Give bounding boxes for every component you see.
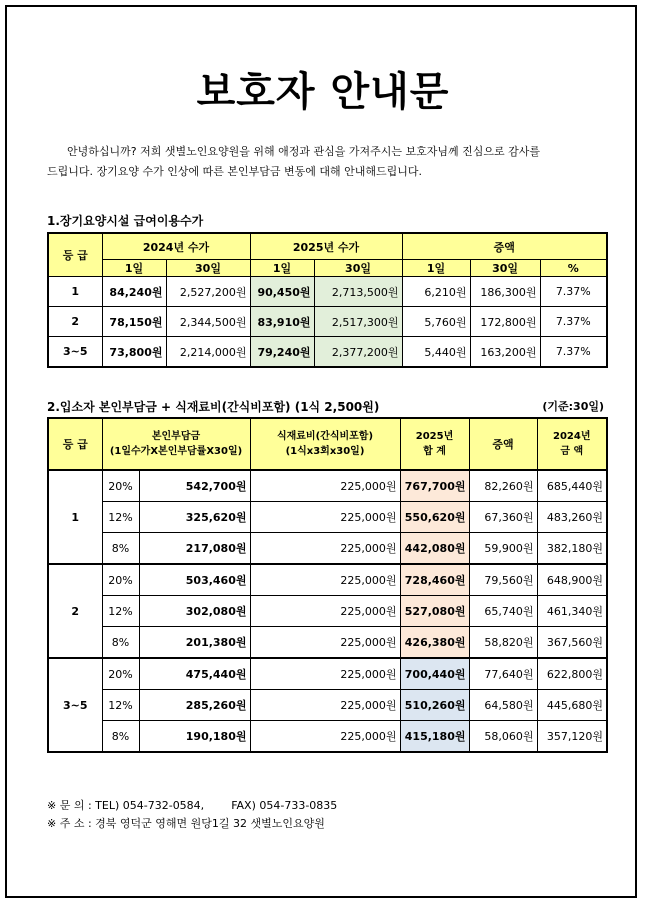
col-2024: 2024년 수가 xyxy=(102,233,250,260)
copay-cell: 542,700원 xyxy=(139,470,250,502)
col-2025-month: 30일 xyxy=(314,260,402,277)
increase-cell: 82,260원 xyxy=(469,470,537,502)
inc-month: 172,800원 xyxy=(470,307,540,337)
col-2025: 2025년 수가 xyxy=(250,233,402,260)
footer-contact xyxy=(47,797,337,833)
total-cell: 510,260원 xyxy=(400,690,469,721)
fee-2025-day: 79,240원 xyxy=(250,337,314,368)
total-cell: 728,460원 xyxy=(400,564,469,596)
intro-paragraph xyxy=(47,142,607,182)
address-label: ※ 주 소 : xyxy=(47,817,92,830)
copay-cell: 503,460원 xyxy=(139,564,250,596)
rate-cell: 20% xyxy=(102,564,139,596)
increase-cell: 58,820원 xyxy=(469,627,537,659)
table-row xyxy=(48,470,607,502)
table-row xyxy=(48,658,607,690)
copay-cell: 325,620원 xyxy=(139,502,250,533)
fee-2025-month: 2,377,200원 xyxy=(314,337,402,368)
contact-tel: TEL) 054-732-0584, xyxy=(95,799,205,812)
copay-cell: 302,080원 xyxy=(139,596,250,627)
table-row xyxy=(48,337,607,368)
table-row xyxy=(48,690,607,721)
fee-2024-day: 78,150원 xyxy=(102,307,166,337)
meal-cell: 225,000원 xyxy=(250,502,400,533)
section2-basis: (기준:30일) xyxy=(542,400,604,413)
col-meal xyxy=(250,418,400,470)
meal-cell: 225,000원 xyxy=(250,533,400,565)
total-cell: 442,080원 xyxy=(400,533,469,565)
increase-cell: 67,360원 xyxy=(469,502,537,533)
table-row xyxy=(48,307,607,337)
prev-amount-cell: 483,260원 xyxy=(537,502,607,533)
meal-cell: 225,000원 xyxy=(250,470,400,502)
prev-amount-cell: 367,560원 xyxy=(537,627,607,659)
col-meal-label: 식재료비(간식비포함) xyxy=(276,431,374,442)
table-row xyxy=(48,533,607,565)
meal-cell: 225,000원 xyxy=(250,721,400,753)
meal-cell: 225,000원 xyxy=(250,627,400,659)
fee-2025-month: 2,713,500원 xyxy=(314,277,402,307)
inc-pct: 7.37% xyxy=(540,307,607,337)
increase-cell: 79,560원 xyxy=(469,564,537,596)
col-copay xyxy=(102,418,250,470)
col-amount-2024 xyxy=(537,418,607,470)
col-inc-month: 30일 xyxy=(470,260,540,277)
grade-cell: 3~5 xyxy=(48,337,102,368)
prev-amount-cell: 685,440원 xyxy=(537,470,607,502)
table-row xyxy=(48,502,607,533)
address-text: 경북 영덕군 영해면 원당1길 32 샛별노인요양원 xyxy=(95,817,325,830)
rate-cell: 8% xyxy=(102,721,139,753)
increase-cell: 64,580원 xyxy=(469,690,537,721)
col-total-2025 xyxy=(400,418,469,470)
increase-cell: 77,640원 xyxy=(469,658,537,690)
grade-cell: 1 xyxy=(48,470,102,564)
section1-title: 1.장기요양시설 급여이용수가 xyxy=(47,214,204,228)
fee-2025-month: 2,517,300원 xyxy=(314,307,402,337)
increase-cell: 58,060원 xyxy=(469,721,537,753)
fee-2025-day: 90,450원 xyxy=(250,277,314,307)
rate-cell: 12% xyxy=(102,502,139,533)
meal-cell: 225,000원 xyxy=(250,596,400,627)
rate-cell: 20% xyxy=(102,658,139,690)
rate-cell: 12% xyxy=(102,596,139,627)
prev-amount-cell: 445,680원 xyxy=(537,690,607,721)
fee-2024-day: 84,240원 xyxy=(102,277,166,307)
prev-amount-cell: 648,900원 xyxy=(537,564,607,596)
intro-line-1: 안녕하십니까? 저희 샛별노인요양원을 위해 애정과 관심을 가져주시는 보호자님께 진심으로 감사를 xyxy=(67,145,540,158)
fee-2024-month: 2,214,000원 xyxy=(166,337,250,368)
col-amount-2024-label: 금 액 xyxy=(560,446,584,457)
prev-amount-cell: 622,800원 xyxy=(537,658,607,690)
col-total-2025-label: 합 계 xyxy=(423,446,446,457)
col-inc-day: 1일 xyxy=(402,260,470,277)
copay-table xyxy=(47,417,608,753)
col-copay-label: 본인부담금 xyxy=(151,431,201,442)
meal-cell: 225,000원 xyxy=(250,658,400,690)
total-cell: 426,380원 xyxy=(400,627,469,659)
prev-amount-cell: 461,340원 xyxy=(537,596,607,627)
rate-cell: 8% xyxy=(102,533,139,565)
table-row xyxy=(48,627,607,659)
fee-2024-month: 2,527,200원 xyxy=(166,277,250,307)
inc-day: 5,760원 xyxy=(402,307,470,337)
grade-cell: 2 xyxy=(48,307,102,337)
grade-cell: 3~5 xyxy=(48,658,102,752)
prev-amount-cell: 357,120원 xyxy=(537,721,607,753)
col-total-2025-year: 2025년 xyxy=(415,431,454,442)
increase-cell: 59,900원 xyxy=(469,533,537,565)
fee-table xyxy=(47,232,608,368)
fee-2024-month: 2,344,500원 xyxy=(166,307,250,337)
page-title: 보호자 안내문 xyxy=(196,69,450,115)
col-grade: 등 급 xyxy=(48,418,102,470)
col-2024-month: 30일 xyxy=(166,260,250,277)
col-increase: 증액 xyxy=(402,233,607,260)
col-2025-day: 1일 xyxy=(250,260,314,277)
contact-fax: FAX) 054-733-0835 xyxy=(231,799,338,812)
col-grade: 등 급 xyxy=(48,233,102,277)
table-row xyxy=(48,277,607,307)
total-cell: 550,620원 xyxy=(400,502,469,533)
col-inc-pct: % xyxy=(540,260,607,277)
rate-cell: 8% xyxy=(102,627,139,659)
inc-day: 6,210원 xyxy=(402,277,470,307)
col-2024-day: 1일 xyxy=(102,260,166,277)
grade-cell: 2 xyxy=(48,564,102,658)
total-cell: 527,080원 xyxy=(400,596,469,627)
table-row xyxy=(48,564,607,596)
grade-cell: 1 xyxy=(48,277,102,307)
rate-cell: 20% xyxy=(102,470,139,502)
total-cell: 415,180원 xyxy=(400,721,469,753)
col-meal-sub: (1식x3회x30일) xyxy=(285,446,365,457)
total-cell: 767,700원 xyxy=(400,470,469,502)
prev-amount-cell: 382,180원 xyxy=(537,533,607,565)
col-amount-2024-year: 2024년 xyxy=(553,431,591,442)
copay-cell: 285,260원 xyxy=(139,690,250,721)
meal-cell: 225,000원 xyxy=(250,690,400,721)
col-copay-sub: (1일수가X본인부담률X30일) xyxy=(109,446,243,457)
inc-month: 163,200원 xyxy=(470,337,540,368)
inc-day: 5,440원 xyxy=(402,337,470,368)
total-cell: 700,440원 xyxy=(400,658,469,690)
copay-cell: 475,440원 xyxy=(139,658,250,690)
meal-cell: 225,000원 xyxy=(250,564,400,596)
copay-cell: 217,080원 xyxy=(139,533,250,565)
fee-2024-day: 73,800원 xyxy=(102,337,166,368)
rate-cell: 12% xyxy=(102,690,139,721)
col-increase: 증액 xyxy=(469,418,537,470)
inc-pct: 7.37% xyxy=(540,337,607,368)
copay-cell: 201,380원 xyxy=(139,627,250,659)
contact-label: ※ 문 의 : xyxy=(47,799,92,812)
inc-pct: 7.37% xyxy=(540,277,607,307)
inc-month: 186,300원 xyxy=(470,277,540,307)
section2-title: 2.입소자 본인부담금 + 식재료비(간식비포함) (1식 2,500원) xyxy=(47,400,380,414)
copay-cell: 190,180원 xyxy=(139,721,250,753)
increase-cell: 65,740원 xyxy=(469,596,537,627)
intro-line-2: 드립니다. 장기요양 수가 인상에 따른 본인부담금 변동에 대해 안내해드립니다. xyxy=(47,165,422,178)
table-row xyxy=(48,596,607,627)
fee-2025-day: 83,910원 xyxy=(250,307,314,337)
table-row xyxy=(48,721,607,753)
